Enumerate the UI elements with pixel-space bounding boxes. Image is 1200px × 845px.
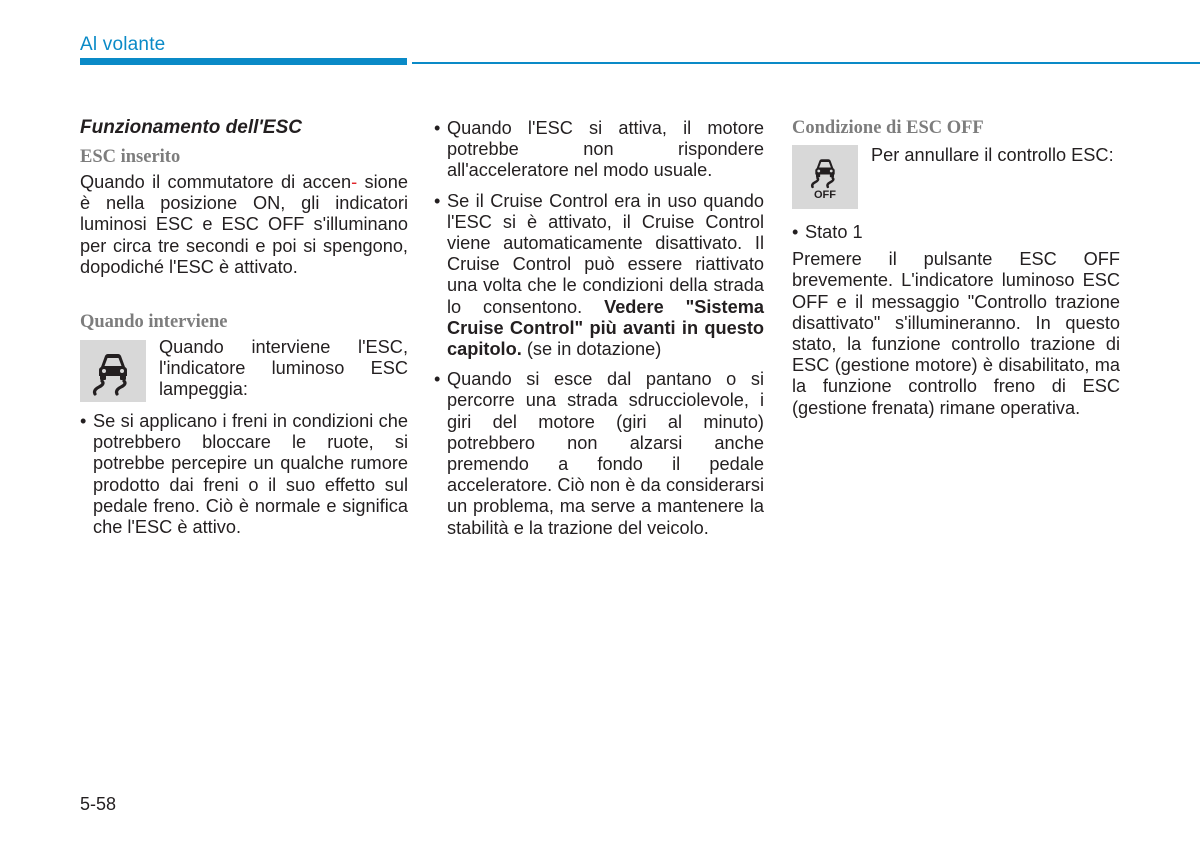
paragraph-esc-off: Premere il pulsante ESC OFF brevemente. L'indicatore luminoso ESC OFF e il messaggio "Controllo trazione disattivato" s'illumineranno. In questo stato, la funzione controllo trazione di ESC (gestione motore) è disabilitato, ma la funzione controllo freno di ESC (gestione frenata) rimane operativa. bbox=[792, 249, 1120, 418]
bullet-item-brakes bbox=[80, 411, 408, 538]
bullet-text: Quando si esce dal pantano o si percorre una strada sdrucciolevole, i giri del motore (giri al minuto) potrebbero non alzarsi anche premendo a fondo il pedale acceleratore. Ciò non è da considerarsi un problema, ma serve a mantenere la stabilità e la trazione del veicolo. bbox=[447, 369, 764, 538]
esc-indicator-row bbox=[80, 337, 408, 402]
column-right bbox=[792, 117, 1120, 419]
paragraph-esc-on-part2: sione è nella posizione ON, gli indicatori luminosi ESC e ESC OFF s'illuminano per circa tre secondi e poi si spengono, dopodiché l'ESC è attivato. bbox=[80, 172, 408, 277]
esc-skid-icon bbox=[80, 340, 146, 402]
bullet-dot: • bbox=[434, 369, 441, 390]
header-bar-thin bbox=[412, 62, 1200, 64]
paragraph-esc-on bbox=[80, 172, 408, 278]
esc-off-icon bbox=[792, 145, 858, 209]
bullet-item-engine bbox=[434, 118, 764, 182]
bullet-dot: • bbox=[80, 411, 87, 432]
section-title: Al volante bbox=[80, 34, 166, 55]
bullet-dot: • bbox=[792, 222, 799, 242]
off-label: OFF bbox=[814, 189, 836, 201]
esc-off-row bbox=[792, 145, 1120, 209]
bullet-dot: • bbox=[434, 190, 441, 211]
subheading-when-active: Quando interviene bbox=[80, 312, 228, 333]
bullet-item-state1 bbox=[792, 222, 1120, 243]
subheading-esc-on: ESC inserito bbox=[80, 147, 181, 167]
esc-off-text: Per annullare il controllo ESC: bbox=[871, 145, 1114, 165]
bullet-text: Se si applicano i freni in condizioni che potrebbero bloccare le ruote, si potrebbe percepire un qualche rumore prodotto dai freni o il suo effetto sul pedale freno. Ciò è normale e significa che l'ESC è attivo. bbox=[93, 411, 408, 538]
bullet-dot: • bbox=[434, 118, 441, 138]
paragraph-esc-on-part1: Quando il commutatore di accen bbox=[80, 172, 352, 192]
column-middle bbox=[434, 118, 764, 539]
cruise-text: Se il Cruise Control era in uso quando l'ESC si è attivato, il Cruise Control viene automaticamente disattivato. Il Cruise Control può essere riattivato una volta che le condizioni della strada lo consentono. bbox=[447, 190, 764, 317]
bullet-text: Quando l'ESC si attiva, il motore potrebbe non rispondere all'acceleratore nel modo usuale. bbox=[447, 118, 764, 181]
cruise-reference: Vedere "Sistema Cruise Control" più avanti in questo capitolo. bbox=[447, 296, 764, 360]
hyphen-mark: - bbox=[351, 172, 358, 192]
esc-indicator-text: Quando interviene l'ESC, l'indicatore luminoso ESC lampeggia: bbox=[159, 337, 408, 400]
cruise-note: (se in dotazione) bbox=[526, 339, 662, 360]
bullet-text bbox=[447, 191, 764, 361]
subheading-esc-off: Condizione di ESC OFF bbox=[792, 118, 984, 138]
column-left bbox=[80, 117, 408, 538]
heading-esc-function: Funzionamento dell'ESC bbox=[80, 117, 302, 138]
page-number: 5-58 bbox=[80, 794, 117, 814]
bullet-item-cruise-control bbox=[434, 191, 764, 361]
bullet-text: Stato 1 bbox=[805, 222, 863, 242]
header-bar-thick bbox=[80, 58, 407, 65]
bullet-item-slippery bbox=[434, 369, 764, 539]
